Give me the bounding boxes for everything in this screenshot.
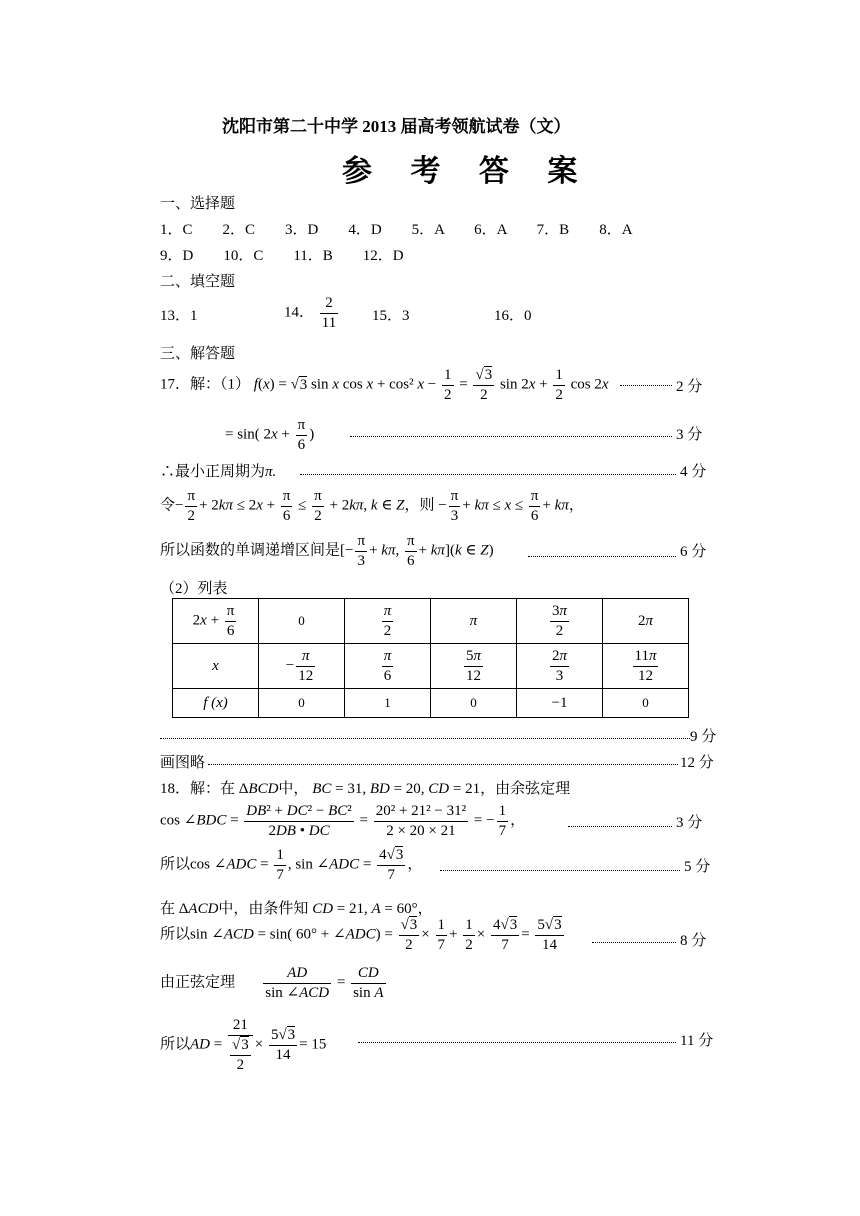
table-header-x: x [173,644,259,689]
q18-line4: 在 ΔACD中，由条件知 CD = 21, A = 60°， [160,901,433,917]
page-title: 沈阳市第二十中学 2013 届高考领航试卷（文） [222,117,571,136]
q17-monotone: 所以函数的单调递增区间是[− $\frac{\pi}{3}$ + kπ, $\frac{\pi}{6}$ + kπ](k ∈ Z) [160,533,494,569]
fill-answer-14-label: 14． [284,304,315,321]
draw-note: 画图略 [160,755,206,771]
section-heading-solve: 三、解答题 [160,346,236,362]
table-cell: $\frac{11\pi}{12}$ [603,644,689,689]
score-3: 3 分 [676,427,703,443]
table-cell: 0 [431,689,517,718]
table-cell: − $\frac{\pi}{12}$ [259,644,345,689]
score-4: 4 分 [680,464,707,480]
fraction: $\frac{2}{11}$ [321,295,337,331]
q17-line2: = sin( 2x + $\frac{\pi}{6}$ ) [225,417,315,453]
fill-answer-16: 16．0 [494,308,532,324]
dot-leader [528,556,676,557]
dot-leader [160,738,690,739]
score-5: 5 分 [684,859,711,875]
q18-line1: 18．解：在 ΔBCD中， BC = 31, BD = 20, CD = 21，由余弦定理 [160,781,571,797]
table-cell: −1 [517,689,603,718]
q17-inequality: 令− $\frac{\pi}{2}$ + 2kπ ≤ 2x + $\frac{\pi}{6}$ ≤ $\frac{\pi}{2}$ + 2kπ, k ∈ Z，则 − $\frac{\pi}{3}$ + kπ ≤ x ≤ $\frac{\pi}{6}$ + kπ， [160,488,584,524]
list-label: （2）列表 [160,581,228,597]
page-subtitle: 参 考 答 案 [342,154,592,189]
score-9: 9 分 [690,729,717,745]
fill-answer-15: 15．3 [372,308,410,324]
score-2: 2 分 [676,379,703,395]
fill-answer-13: 13．1 [160,308,198,324]
table-cell: 0 [603,689,689,718]
table-cell: π [431,599,517,644]
choice-answers-row2: 9．D 10．C 11．B 12．D [160,248,404,264]
q18-sine-law: 由正弦定理 AD sin ∠ACD = $\frac{CD}{\text{sin A}}$ [160,965,384,1001]
q17-intro: 17．解：（1） [160,376,251,393]
dot-leader [440,870,680,871]
score-3b: 3 分 [676,815,703,831]
dot-leader [568,826,672,827]
q18-line3: 所以cos ∠ADC = $\frac{1}{7}$ , sin ∠ADC = $\frac{4√3}{7}$ ， [160,847,423,883]
score-8: 8 分 [680,933,707,949]
q17-period: ∴最小正周期为π. [160,464,277,480]
dot-leader [208,764,678,765]
score-6: 6 分 [680,544,707,560]
q18-final: 所以AD = $\frac{21}{\frac{√3}{2}}$ × $\frac{5√3}{14}$ = 15 [160,1017,327,1073]
table-cell: 0 [259,599,345,644]
table-cell: $\frac{\pi}{6}$ [345,644,431,689]
value-table [172,598,689,718]
q17-line1: 17．解：（1） f(x) = √3 sin x cos x + cos² x − $\frac{1}{2}$ = $\frac{√3}{2}$ sin 2x + $\frac{1}{2}$ cos 2x [160,367,609,403]
table-header-fx: f (x) [173,689,259,718]
table-cell: $\frac{3\pi}{2}$ [517,599,603,644]
table-cell: $\frac{2\pi}{3}$ [517,644,603,689]
table-cell: 0 [259,689,345,718]
table-header-2x: 2x + $\frac{\pi}{6}$ [173,599,259,644]
q18-line5: 所以sin ∠ACD = sin( 60° + ∠ADC) = $\frac{√3}{2}$ × $\frac{1}{7}$ + $\frac{1}{2}$ × $\frac{4√3}{7}$ = $\frac{5√3}{14}$ [160,917,562,953]
dot-leader [620,385,672,386]
section-heading-fill: 二、填空题 [160,274,236,290]
score-11: 11 分 [680,1033,714,1049]
dot-leader [350,436,672,437]
dot-leader [300,474,676,475]
dot-leader [358,1042,676,1043]
fill-answer-14 [284,294,340,333]
section-heading-choice: 一、选择题 [160,196,236,212]
table-cell: $\frac{\pi}{2}$ [345,599,431,644]
table-cell: $\frac{5\pi}{12}$ [431,644,517,689]
score-12: 12 分 [680,755,714,771]
choice-answers-row1: 1．C 2．C 3．D 4．D 5．A 6．A 7．B 8．A [160,222,633,238]
table-cell: 2π [603,599,689,644]
dot-leader [592,942,676,943]
table-cell: 1 [345,689,431,718]
q18-cosine: cos ∠BDC = $\frac{\text{DB² + DC² − BC²}}{2DB • DC}$ = $\frac{\text{20² + 21² − 31²}}{2 \times 20 \times 21}$ = − $\frac{1}{7}$ ， [160,803,526,839]
